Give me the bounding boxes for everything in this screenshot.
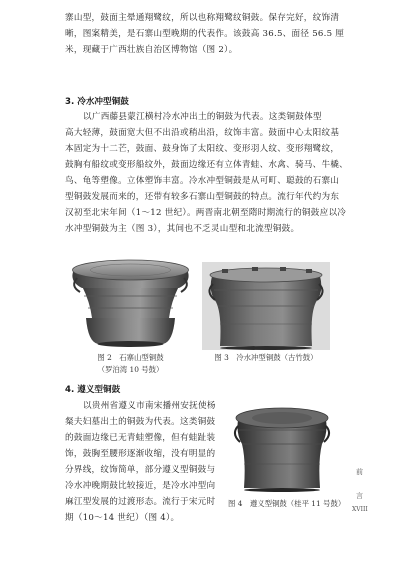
text-line: 以广西藤县蒙江横村冷水冲出土的铜鼓为代表。这类铜鼓体型 (83, 112, 322, 122)
text-line: 型铜鼓发展而来的，还带有较多石寨山型铜鼓的特点。流行年代约为东 (65, 192, 340, 202)
side-mark: 前 (356, 468, 363, 476)
text-line: 汉初至北宋年间（1～12 世纪）。两晋南北朝至隋时期流行的铜鼓应以冷 (65, 208, 347, 218)
text-line: 寨山型，鼓面主晕通翔鹭纹，所以也称翔鹭纹铜鼓。保存完好，纹饰清 (65, 13, 340, 23)
caption-line: 图 2 石寨山型铜鼓 (97, 353, 164, 362)
side-mark: 言 (356, 492, 363, 500)
intro-paragraph (65, 10, 367, 58)
figure-2-caption (68, 352, 193, 376)
figure-3-drum-photo (202, 262, 330, 350)
text-line: 期（10～14 世纪）（图 4）。 (65, 513, 180, 523)
section-4-paragraph (65, 398, 233, 526)
text-line: 冷水冲晚期鼓比较接近，是冷水冲型向 (65, 481, 216, 491)
text-line: 米，现藏于广西壮族自治区博物馆（图 2）。 (65, 45, 238, 55)
figure-4-caption: 图 4 遵义型铜鼓（桂平 11 号鼓） (228, 499, 346, 508)
text-line: 晰，图案精美，是石寨山型晚期的代表作。该鼓高 36.5、面径 56.5 厘 (65, 29, 345, 39)
figure-3-caption: 图 3 冷水冲型铜鼓（古竹鼓） (214, 353, 318, 362)
text-line: 鼓胸有船纹或变形船纹外，鼓面边缘还有立体青蛙、水禽、骑马、牛橇、 (65, 160, 349, 170)
figure-2-drum-photo (68, 256, 193, 348)
text-line: 水冲型铜鼓为主（图 3），其间也不乏灵山型和北流型铜鼓。 (65, 224, 300, 234)
figure-4-drum-photo (232, 404, 332, 492)
text-line: 高大轻薄，鼓面宽大但不出沿或稍出沿，纹饰丰富。鼓面中心太阳纹基 (65, 128, 340, 138)
text-line: 鸟、龟等塑像。立体塑饰丰富。冷水冲型铜鼓是从可町、聪鼓的石寨山 (65, 176, 340, 186)
text-line: 麻江型发展的过渡形态。流行于宋元时 (65, 497, 216, 507)
text-line: 饰，鼓胸至腰形逐渐收缩，没有明显的 (65, 449, 216, 459)
section-heading-4: 4. 遵义型铜鼓 (65, 385, 121, 395)
text-line: 本固定为十二芒，鼓面、鼓身饰了太阳纹、变形羽人纹、变形翔鹭纹， (65, 144, 340, 154)
text-line: 的鼓面边缘已无青蛙塑像，但有蛙趾装 (65, 433, 216, 443)
caption-line: （罗泊湾 10 号鼓） (97, 365, 164, 374)
text-line: 粲夫妇墓出土的铜鼓为代表。这类铜鼓 (65, 417, 216, 427)
page-number: XVIII (352, 506, 368, 513)
section-heading-3: 3. 冷水冲型铜鼓 (65, 97, 129, 107)
text-line: 分界线，纹饰简单，部分遵义型铜鼓与 (65, 465, 216, 475)
text-line: 以贵州省遵义市南宋播州安抚使杨 (83, 401, 216, 411)
section-3-paragraph (65, 109, 367, 237)
